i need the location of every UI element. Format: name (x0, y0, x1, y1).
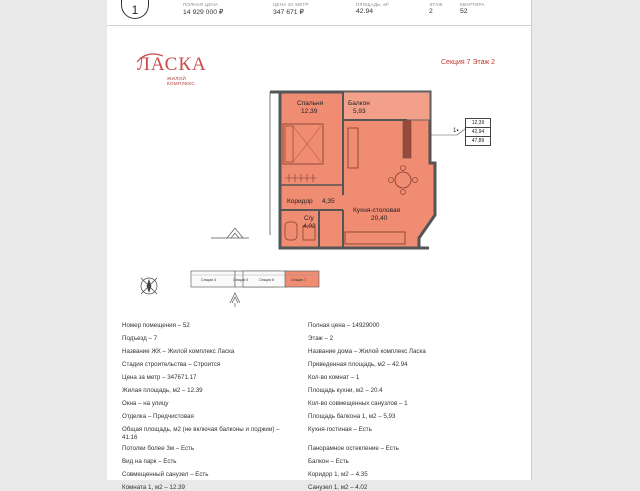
card-total-area: 42,94 (466, 128, 490, 137)
detail-right-item: Панорамное остекление – Есть (308, 445, 399, 452)
section-5-label: Секция 5 (233, 278, 249, 282)
detail-right-item: Площадь балкона 1, м2 – 5,93 (308, 413, 396, 420)
floor-plan (107, 0, 531, 310)
detail-left-item: Подъезд – 7 (122, 335, 158, 342)
card-rooms-count: 1▪ (453, 128, 459, 134)
room-label-bathroom: С/у (304, 215, 314, 222)
apartment-caption: КВАРТИРА (460, 2, 485, 7)
detail-left-item: Жилая площадь, м2 – 12.39 (122, 387, 203, 394)
park-icon (230, 293, 240, 307)
detail-left-item: Отделка – Предчистовая (122, 413, 194, 420)
detail-right-item: Коридор 1, м2 – 4.35 (308, 471, 368, 478)
compass-icon (141, 278, 157, 294)
full-price-caption: ПОЛНАЯ ЦЕНА (183, 2, 219, 7)
detail-left-item: Название ЖК – Жилой комплекс Ласка (122, 348, 235, 355)
sheet-right-edge (531, 0, 532, 480)
floor-value: 2 (429, 8, 433, 15)
floor-caption: ЭТАЖ (429, 2, 443, 7)
detail-left-item: Общая площадь, м2 (не включая балконы и лоджии) – 41.16 (122, 426, 280, 441)
detail-left-item: Номер помещения – 52 (122, 322, 190, 329)
section-7-label: Секция 7 (291, 278, 307, 282)
room-area-balcony: 5,93 (353, 108, 366, 115)
room-label-corridor: Коридор (287, 198, 313, 205)
detail-left-item: Вид на парк – Есть (122, 458, 177, 465)
price-per-meter-caption: ЦЕНА ЗА МЕТР (273, 2, 309, 7)
room-label-balcony: Балкон (348, 100, 370, 107)
room-area-bathroom: 4,02 (303, 223, 316, 230)
detail-left-item: Цена за метр – 347671.17 (122, 374, 197, 381)
room-area-kitchen: 20,40 (371, 215, 388, 222)
full-price-value: 14 929 000 ₽ (183, 9, 224, 16)
card-living-area: 12,39 (466, 119, 490, 128)
section-strip (191, 271, 319, 287)
room-label-bedroom: Спальня (297, 100, 324, 107)
detail-right-item: Приведенная площадь, м2 – 42.94 (308, 361, 408, 368)
detail-left-item: Совмещенный санузел – Есть (122, 471, 209, 478)
detail-left-item: Комната 1, м2 – 12.39 (122, 484, 185, 491)
detail-right-item: Этаж – 2 (308, 335, 334, 342)
tree-icon (211, 228, 249, 238)
card-area-with-balcony: 47,89 (471, 138, 485, 144)
area-value: 42.94 (356, 8, 374, 15)
logo-subtitle: ЖИЛОЙ КОМПЛЕКС (167, 76, 196, 86)
detail-left-item: Потолки более 3м – Есть (122, 445, 195, 452)
room-area-corridor: 4,35 (322, 198, 335, 205)
detail-right-item: Площадь кухни, м2 – 20.4 (308, 387, 383, 394)
section-floor-label: Секция 7 Этаж 2 (441, 59, 496, 66)
section-4-label: Секция 4 (201, 278, 217, 282)
area-caption: ПЛОЩАДЬ, М² (356, 2, 390, 7)
detail-right-item: Название дома – Жилой комплекс Ласка (308, 348, 426, 355)
detail-right-item: Кухня-гостиная – Есть (308, 426, 372, 433)
section-6-label: Секция 6 (259, 278, 275, 282)
plan-number-badge: 1 (121, 0, 149, 19)
room-label-kitchen: Кухня-столовая (353, 207, 401, 214)
detail-right-item: Санузел 1, м2 – 4.02 (308, 484, 368, 491)
plan-sheet (107, 0, 531, 491)
detail-left-item: Стадия строительства – Строится (122, 361, 221, 368)
column (403, 120, 411, 158)
detail-right-item: Кол-во комнат – 1 (308, 374, 360, 381)
detail-right-item: Полная цена – 14929000 (308, 322, 380, 329)
logo-wordmark: ЛАСКА (137, 54, 207, 75)
detail-right-item: Кол-во совмещенных санузлов – 1 (308, 400, 408, 407)
detail-right-item: Балкон – Есть (308, 458, 349, 465)
detail-left-item: Окна – на улицу (122, 400, 169, 407)
area-summary-card (465, 118, 491, 146)
price-per-meter-value: 347 671 ₽ (273, 9, 304, 16)
apartment-value: 52 (460, 8, 468, 15)
room-area-bedroom: 12,39 (301, 108, 318, 115)
